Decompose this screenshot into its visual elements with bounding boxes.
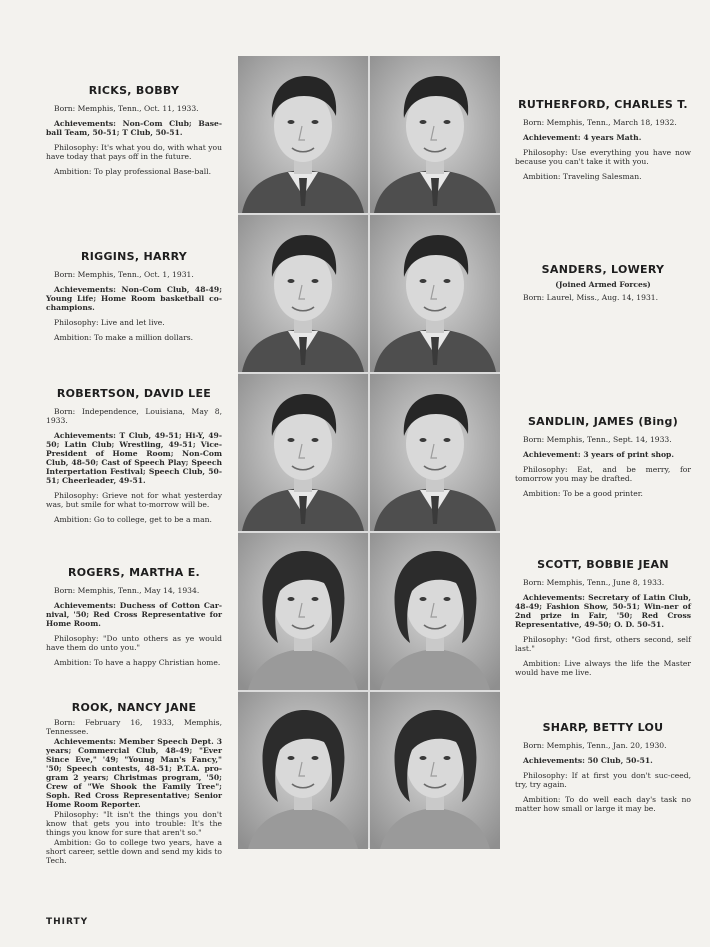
photo-rutherford	[370, 56, 500, 213]
achievements-text: Achievements: Secretary of Latin Club, 48-49; Fashion Show, 50-51; Win-ner of 2nd prize in Fair, '50; Red Cross Representative, 49-50; O. D. 50-51.	[515, 593, 691, 629]
ambition-text: Ambition: To play professional Base-ball.	[54, 167, 212, 176]
student-name: RIGGINS, HARRY	[80, 250, 188, 263]
student-name: SANDERS, LOWERY	[541, 263, 665, 276]
photo-grid	[238, 56, 500, 848]
achievements-text: Achievements: T Club, 49-51; Hi-Y, 49-50; Latin Club; Wrestling, 49-51; Vice-President of Home Room; Non-Com Club, 48-50; Cast of Speech Play; Speech Interpertation Festival; Speech Club, 50-51; Cheerleader, 49-51.	[46, 431, 222, 485]
born-text: Born: Memphis, Tenn., June 8, 1933.	[523, 578, 665, 587]
student-name: RICKS, BOBBY	[88, 84, 180, 97]
achievements-text: Achievements: 50 Club, 50-51.	[523, 756, 653, 765]
ambition-text: Ambition: To be a good printer.	[523, 489, 643, 498]
bio-robertson	[46, 387, 222, 530]
photo-ricks	[238, 56, 368, 213]
student-subtitle: (Joined Armed Forces)	[555, 280, 651, 289]
achievements-text: Achievements: Non-Com Club, 48-49; Young Life; Home Room basketball co-champions.	[46, 285, 222, 312]
ambition-text: Ambition: Traveling Salesman.	[523, 172, 642, 181]
portrait-image	[370, 692, 500, 849]
bio-ricks	[46, 84, 222, 182]
philosophy-text: Philosophy: If at first you don't suc-ceed, try, try again.	[515, 771, 691, 789]
student-name: ROBERTSON, DAVID LEE	[56, 387, 212, 400]
born-text: Born: Laurel, Miss., Aug. 14, 1931.	[523, 293, 659, 302]
portrait-image	[370, 56, 500, 213]
philosophy-text: Philosophy: "God first, others second, self last."	[515, 635, 691, 653]
photo-sanders	[370, 215, 500, 372]
bio-scott	[515, 558, 691, 683]
photo-rook	[238, 692, 368, 849]
bio-rook	[46, 701, 222, 866]
bio-rutherford	[515, 98, 691, 187]
ambition-text: Ambition: To do well each day's task no matter how small or large it may be.	[515, 795, 691, 813]
bio-sanders	[515, 263, 691, 308]
ambition-text: Ambition: Go to college two years, have a short career, settle down and send my kids to Tech.	[46, 838, 222, 865]
philosophy-text: Philosophy: It's what you do, with what you have today that pays off in the future.	[46, 143, 222, 161]
student-name: SCOTT, BOBBIE JEAN	[537, 558, 669, 571]
ambition-text: Ambition: To make a million dollars.	[54, 333, 194, 342]
photo-robertson	[238, 374, 368, 531]
portrait-image	[238, 374, 368, 531]
born-text: Born: Memphis, Tenn., March 18, 1932.	[523, 118, 677, 127]
born-text: Born: Memphis, Tenn., Oct. 11, 1933.	[54, 104, 199, 113]
photo-scott	[370, 533, 500, 690]
born-text: Born: Memphis, Tenn., Jan. 20, 1930.	[523, 741, 667, 750]
portrait-image	[238, 533, 368, 690]
born-text: Born: Memphis, Tenn., Oct. 1, 1931.	[54, 270, 194, 279]
portrait-image	[238, 56, 368, 213]
student-name: ROOK, NANCY JANE	[71, 701, 197, 714]
bio-sharp	[515, 721, 691, 819]
bio-riggins	[46, 250, 222, 348]
portrait-image	[238, 692, 368, 849]
photo-sandlin	[370, 374, 500, 531]
portrait-image	[370, 374, 500, 531]
photo-riggins	[238, 215, 368, 372]
philosophy-text: Philosophy: Use everything you have now because you can't take it with you.	[515, 148, 691, 166]
philosophy-text: Philosophy: "It isn't the things you don't know that gets you into trouble: It's the things you know for sure that aren't so."	[46, 810, 222, 837]
student-name: SANDLIN, JAMES (Bing)	[527, 415, 679, 428]
born-text: Born: Memphis, Tenn., Sept. 14, 1933.	[523, 435, 672, 444]
born-text: Born: Independence, Louisiana, May 8, 1933.	[46, 407, 222, 425]
bio-rogers	[46, 566, 222, 673]
achievements-text: Achievement: 4 years Math.	[523, 133, 642, 142]
philosophy-text: Philosophy: Grieve not for what yesterday was, but smile for what to-morrow will be.	[46, 491, 222, 509]
student-name: SHARP, BETTY LOU	[542, 721, 664, 734]
born-text: Born: Memphis, Tenn., May 14, 1934.	[54, 586, 200, 595]
student-name: ROGERS, MARTHA E.	[67, 566, 201, 579]
photo-rogers	[238, 533, 368, 690]
ambition-text: Ambition: Go to college, get to be a man.	[54, 515, 212, 524]
achievements-text: Achievements: Duchess of Cotton Car-nival, '50; Red Cross Representative for Home Room.	[46, 601, 222, 628]
born-text: Born: February 16, 1933, Memphis, Tennessee.	[46, 718, 222, 736]
ambition-text: Ambition: To have a happy Christian home.	[54, 658, 221, 667]
portrait-image	[370, 215, 500, 372]
ambition-text: Ambition: Live always the life the Master would have me live.	[515, 659, 691, 677]
portrait-image	[370, 533, 500, 690]
page-number: THIRTY	[46, 917, 89, 927]
student-name: RUTHERFORD, CHARLES T.	[518, 98, 688, 111]
achievements-text: Achievements: Member Speech Dept. 3 years; Commercial Club, 48-49; "Ever Since Eve," '49; "Young Man's Fancy," '50; Speech contests, 48-51; P.T.A. pro-gram 2 years; Christmas program, '50; Crew of "We Shook the Family Tree"; Soph. Red Cross Representative; Senior Home Room Reporter.	[46, 737, 222, 809]
portrait-image	[238, 215, 368, 372]
philosophy-text: Philosophy: "Do unto others as ye would have them do unto you."	[46, 634, 222, 652]
achievements-text: Achievement: 3 years of print shop.	[523, 450, 675, 459]
bio-sandlin	[515, 415, 691, 504]
achievements-text: Achievements: Non-Com Club; Base-ball Team, 50-51; T Club, 50-51.	[46, 119, 222, 137]
philosophy-text: Philosophy: Live and let live.	[54, 318, 165, 327]
philosophy-text: Philosophy: Eat, and be merry, for tomorrow you may be drafted.	[515, 465, 691, 483]
photo-sharp	[370, 692, 500, 849]
